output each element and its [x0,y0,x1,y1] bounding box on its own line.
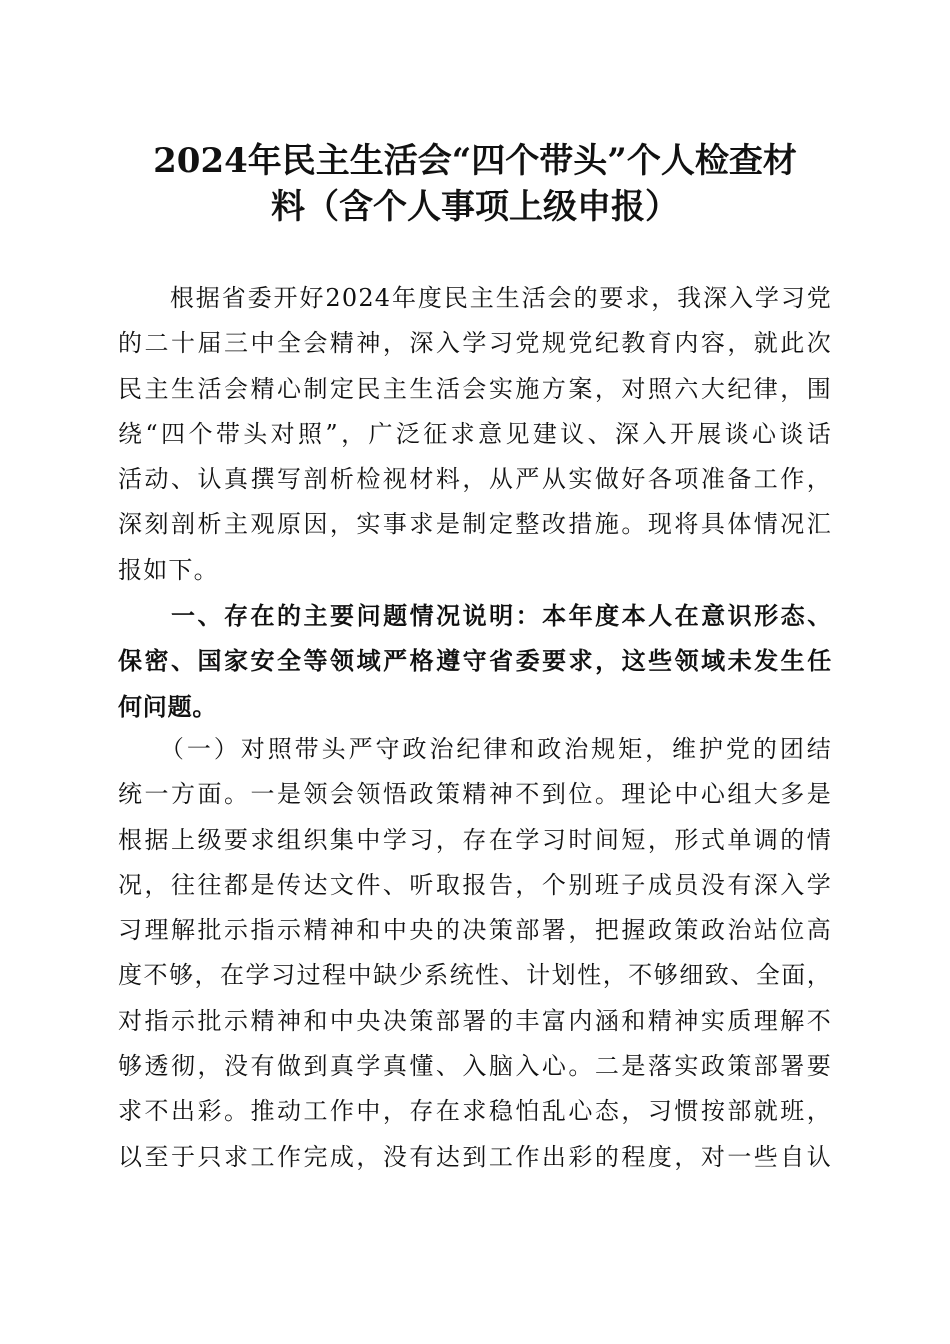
subsection-line: 习理解批示指示精神和中央的决策部署，把握政策政治站位高 [118,916,832,945]
intro-line: 根据省委开好2024年度民主生活会的要求，我深入学习党 [118,284,832,312]
intro-line: 报如下。 [118,555,219,584]
subsection-line: 统一方面。一是领会领悟政策精神不到位。理论中心组大多是 [118,780,832,809]
intro-line: 绕“四个带头对照”，广泛征求意见建议、深入开展谈心谈话 [118,419,832,448]
subsection-line: 对指示批示精神和中央决策部署的丰富内涵和精神实质理解不 [118,1006,832,1035]
heading-line: 何问题。 [118,692,218,721]
title-line-2: 料（含个人事项上级申报） [271,187,679,227]
subsection-line: 求不出彩。推动工作中，存在求稳怕乱心态，习惯按部就班， [118,1097,832,1126]
intro-line: 的二十届三中全会精神，深入学习党规党纪教育内容，就此次 [118,329,832,358]
subsection-line: 况，往往都是传达文件、听取报告，个别班子成员没有深入学 [118,870,832,899]
subsection-line: （一）对照带头严守政治纪律和政治规矩，维护党的团结 [118,735,832,763]
subsection-line: 够透彻，没有做到真学真懂、入脑入心。二是落实政策部署要 [118,1052,832,1081]
title-line-1: 2024年民主生活会“四个带头”个人检查材 [153,141,797,181]
heading-line: 一、存在的主要问题情况说明：本年度本人在意识形态、 [118,602,832,630]
subsection-line: 以至于只求工作完成，没有达到工作出彩的程度，对一些自认 [118,1142,832,1171]
subsection-paragraph [118,727,832,1180]
subsection-line: 度不够，在学习过程中缺少系统性、计划性，不够细致、全面， [118,961,832,990]
intro-paragraph [118,276,832,593]
intro-line: 深刻剖析主观原因，实事求是制定整改措施。现将具体情况汇 [118,510,832,539]
intro-line: 民主生活会精心制定民主生活会实施方案，对照六大纪律，围 [118,374,832,403]
document-title [118,138,832,230]
heading-line: 保密、国家安全等领域严格遵守省委要求，这些领域未发生任 [118,647,832,676]
subsection-line: 根据上级要求组织集中学习，存在学习时间短，形式单调的情 [118,825,832,854]
intro-line: 活动、认真撰写剖析检视材料，从严从实做好各项准备工作， [118,465,832,494]
section-heading-paragraph [118,594,832,730]
